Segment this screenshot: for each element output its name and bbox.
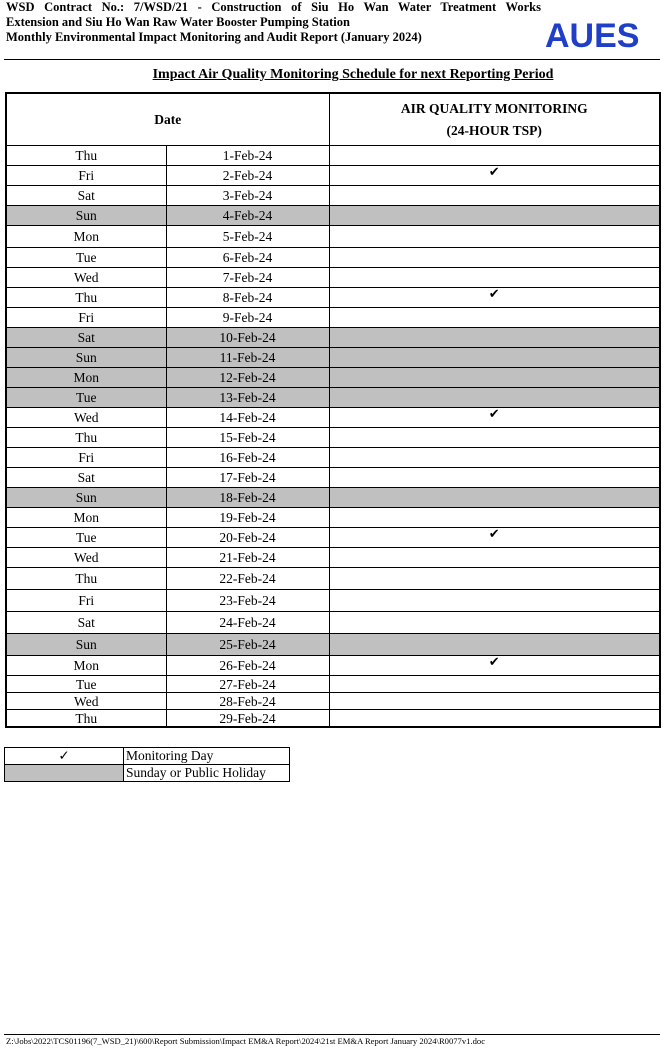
day-cell: Sun (6, 488, 166, 508)
day-cell: Sat (6, 468, 166, 488)
table-row (6, 268, 660, 288)
logo-text: AUES (545, 17, 640, 55)
check-icon: ✔ (488, 655, 500, 670)
date-cell: 7-Feb-24 (166, 268, 329, 288)
date-cell: 1-Feb-24 (166, 146, 329, 166)
report-title-line: Monthly Environmental Impact Monitoring and Audit Report (January 2024) (6, 30, 422, 44)
monitoring-cell (329, 268, 660, 288)
aq-header-line1: AIR QUALITY MONITORING (400, 100, 588, 116)
legend-table (4, 747, 290, 782)
monitoring-cell (329, 408, 660, 428)
day-cell: Mon (6, 368, 166, 388)
day-cell: Tue (6, 388, 166, 408)
monitoring-cell (329, 226, 660, 248)
day-cell: Tue (6, 248, 166, 268)
day-cell: Wed (6, 548, 166, 568)
date-cell: 26-Feb-24 (166, 656, 329, 676)
table-row (6, 408, 660, 428)
table-row (6, 288, 660, 308)
day-cell: Tue (6, 676, 166, 693)
day-cell: Thu (6, 428, 166, 448)
day-cell: Sun (6, 206, 166, 226)
date-cell: 28-Feb-24 (166, 693, 329, 710)
legend-row-monitoring (5, 748, 290, 765)
day-cell: Thu (6, 710, 166, 728)
project-line: Extension and Siu Ho Wan Raw Water Booster Pumping Station (6, 15, 350, 29)
monitoring-cell (329, 488, 660, 508)
check-icon: ✔ (488, 407, 500, 422)
table-row (6, 612, 660, 634)
day-cell: Tue (6, 528, 166, 548)
legend-check-icon: ✓ (5, 748, 124, 765)
monitoring-cell (329, 590, 660, 612)
date-cell: 10-Feb-24 (166, 328, 329, 348)
day-cell: Sun (6, 348, 166, 368)
day-cell: Wed (6, 408, 166, 428)
table-row (6, 368, 660, 388)
date-cell: 6-Feb-24 (166, 248, 329, 268)
monitoring-cell (329, 548, 660, 568)
monitoring-cell (329, 428, 660, 448)
monitoring-cell (329, 248, 660, 268)
legend-holiday-label: Sunday or Public Holiday (124, 765, 290, 782)
day-cell: Fri (6, 166, 166, 186)
monitoring-cell (329, 676, 660, 693)
date-cell: 8-Feb-24 (166, 288, 329, 308)
table-row (6, 548, 660, 568)
date-cell: 18-Feb-24 (166, 488, 329, 508)
date-cell: 3-Feb-24 (166, 186, 329, 206)
table-row (6, 710, 660, 728)
monitoring-cell (329, 166, 660, 186)
monitoring-cell (329, 528, 660, 548)
monitoring-cell (329, 568, 660, 590)
table-row (6, 468, 660, 488)
day-cell: Wed (6, 693, 166, 710)
date-column-header: Date (6, 93, 329, 146)
day-cell: Sat (6, 186, 166, 206)
date-cell: 27-Feb-24 (166, 676, 329, 693)
table-row (6, 488, 660, 508)
document-header (6, 0, 541, 45)
monitoring-cell (329, 448, 660, 468)
date-cell: 11-Feb-24 (166, 348, 329, 368)
legend-monitoring-label: Monitoring Day (124, 748, 290, 765)
monitoring-cell (329, 206, 660, 226)
table-row (6, 528, 660, 548)
table-row (6, 328, 660, 348)
day-cell: Sat (6, 328, 166, 348)
legend-holiday-swatch (5, 765, 124, 782)
table-row (6, 166, 660, 186)
day-cell: Fri (6, 308, 166, 328)
table-row (6, 590, 660, 612)
check-icon: ✔ (488, 165, 500, 180)
day-cell: Sun (6, 634, 166, 656)
table-row (6, 308, 660, 328)
monitoring-schedule-table (5, 92, 661, 728)
table-row (6, 146, 660, 166)
table-row (6, 448, 660, 468)
date-cell: 5-Feb-24 (166, 226, 329, 248)
monitoring-cell (329, 468, 660, 488)
table-row (6, 676, 660, 693)
date-cell: 22-Feb-24 (166, 568, 329, 590)
footer-file-path: Z:\Jobs\2022\TCS01196(7_WSD_21)\600\Report Submission\Impact EM&A Report\2024\21st EM&A Report January 2024\R0077v1.doc (6, 1036, 486, 1046)
date-cell: 23-Feb-24 (166, 590, 329, 612)
header-divider (4, 59, 660, 60)
monitoring-cell (329, 388, 660, 408)
date-cell: 13-Feb-24 (166, 388, 329, 408)
day-cell: Wed (6, 268, 166, 288)
date-cell: 21-Feb-24 (166, 548, 329, 568)
check-icon: ✔ (488, 287, 500, 302)
date-cell: 2-Feb-24 (166, 166, 329, 186)
check-icon: ✔ (488, 527, 500, 542)
date-cell: 20-Feb-24 (166, 528, 329, 548)
date-cell: 24-Feb-24 (166, 612, 329, 634)
table-row (6, 428, 660, 448)
monitoring-cell (329, 348, 660, 368)
date-cell: 15-Feb-24 (166, 428, 329, 448)
day-cell: Fri (6, 590, 166, 612)
day-cell: Fri (6, 448, 166, 468)
aq-header-line2: (24-HOUR TSP) (446, 122, 542, 138)
monitoring-cell (329, 634, 660, 656)
table-row (6, 206, 660, 226)
monitoring-cell (329, 146, 660, 166)
table-row (6, 634, 660, 656)
monitoring-cell (329, 288, 660, 308)
schedule-title: Impact Air Quality Monitoring Schedule for next Reporting Period (152, 67, 554, 82)
day-cell: Thu (6, 568, 166, 590)
date-cell: 25-Feb-24 (166, 634, 329, 656)
table-row (6, 226, 660, 248)
table-row (6, 568, 660, 590)
monitoring-cell (329, 693, 660, 710)
footer-divider (4, 1034, 660, 1035)
date-cell: 19-Feb-24 (166, 508, 329, 528)
day-cell: Mon (6, 656, 166, 676)
monitoring-cell (329, 508, 660, 528)
table-row (6, 656, 660, 676)
day-cell: Thu (6, 146, 166, 166)
monitoring-cell (329, 612, 660, 634)
table-row (6, 508, 660, 528)
legend-row-holiday (5, 765, 290, 782)
air-quality-column-header (329, 93, 660, 146)
day-cell: Mon (6, 508, 166, 528)
day-cell: Thu (6, 288, 166, 308)
date-cell: 14-Feb-24 (166, 408, 329, 428)
date-cell: 9-Feb-24 (166, 308, 329, 328)
day-cell: Sat (6, 612, 166, 634)
monitoring-cell (329, 186, 660, 206)
day-cell: Mon (6, 226, 166, 248)
monitoring-cell (329, 710, 660, 728)
monitoring-cell (329, 368, 660, 388)
monitoring-cell (329, 656, 660, 676)
monitoring-cell (329, 308, 660, 328)
table-row (6, 186, 660, 206)
date-cell: 16-Feb-24 (166, 448, 329, 468)
date-cell: 12-Feb-24 (166, 368, 329, 388)
table-row (6, 693, 660, 710)
table-row (6, 348, 660, 368)
aues-logo (545, 17, 659, 55)
contract-line: WSD Contract No.: 7/WSD/21 - Construction of Siu Ho Wan Water Treatment Works (6, 0, 541, 14)
table-row (6, 388, 660, 408)
monitoring-cell (329, 328, 660, 348)
schedule-body (6, 146, 660, 728)
date-cell: 17-Feb-24 (166, 468, 329, 488)
date-cell: 29-Feb-24 (166, 710, 329, 728)
date-cell: 4-Feb-24 (166, 206, 329, 226)
table-row (6, 248, 660, 268)
